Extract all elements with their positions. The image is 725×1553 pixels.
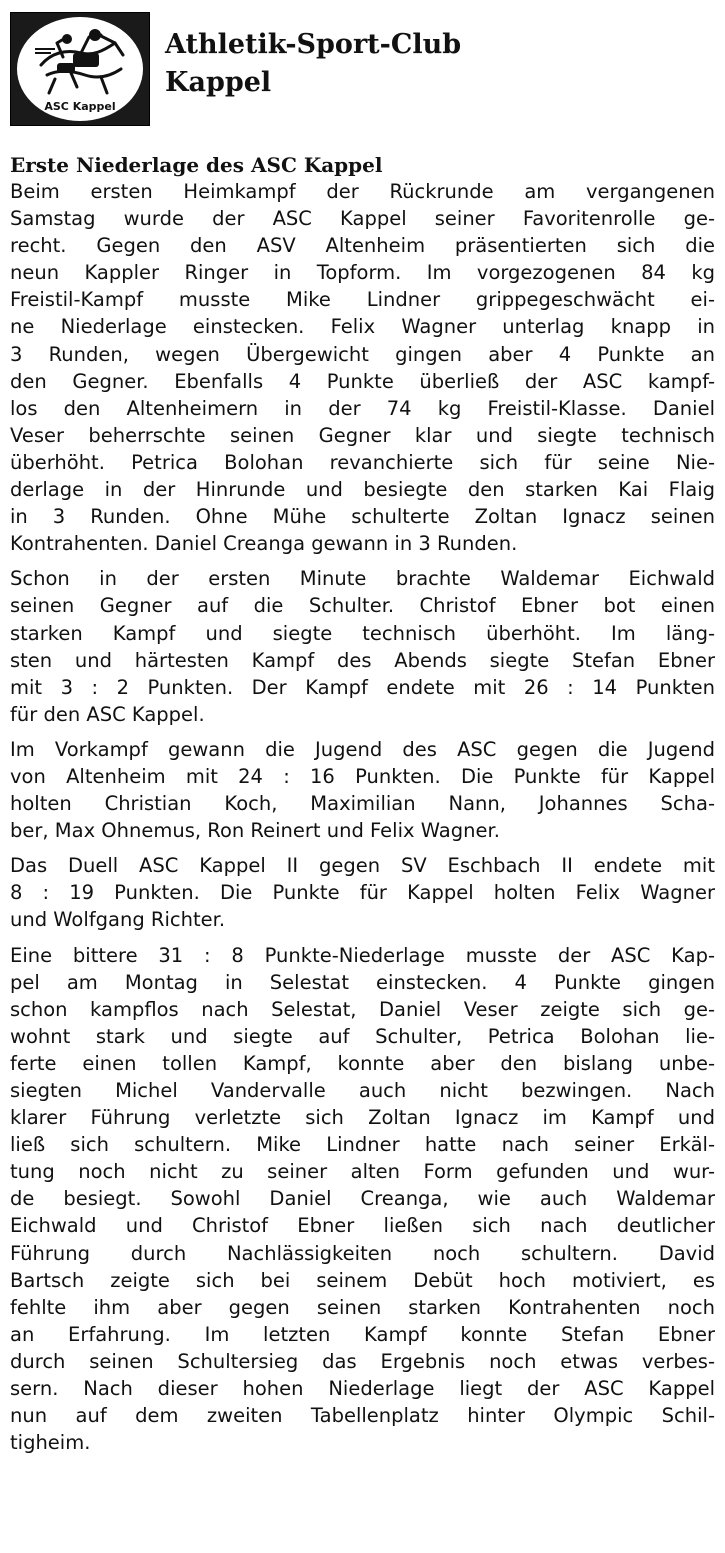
text-line: seinen Gegner auf die Schulter. Christof Ebner bot einen (10, 594, 715, 618)
text-line: in 3 Runden. Ohne Mühe schulterte Zoltan Ignacz seinen (10, 505, 715, 529)
text-line: Veser beherrschte seinen Gegner klar und siegte technisch (10, 423, 715, 447)
text-line: pel am Montag in Selestat einstecken. 4 Punkte gingen (10, 970, 715, 994)
text-line: schon kampflos nach Selestat, Daniel Veser zeigte sich ge- (10, 997, 715, 1021)
text-line: Das Duell ASC Kappel II gegen SV Eschbach II endete mit (10, 854, 715, 878)
text-line: tigheim. (10, 1431, 91, 1455)
text-line: derlage in der Hinrunde und besiegte den starken Kai Flaig (10, 478, 715, 502)
text-line: für den ASC Kappel. (10, 702, 205, 726)
club-name-line-2: Kappel (165, 67, 272, 98)
text-line: Samstag wurde der ASC Kappel seiner Favoritenrolle ge- (10, 207, 715, 231)
text-line: klarer Führung verletzte sich Zoltan Ignacz im Kampf und (10, 1106, 715, 1130)
logo-text: ASC Kappel (44, 100, 116, 113)
text-line: Führung durch Nachlässigkeiten noch schultern. David (10, 1241, 715, 1265)
article-paragraph (10, 942, 715, 1457)
club-header (10, 12, 710, 128)
text-line: Schon in der ersten Minute brachte Waldemar Eichwald (10, 567, 715, 591)
text-line: tung noch nicht zu seiner alten Form gefunden und wur- (10, 1160, 715, 1184)
text-line: Freistil-Kampf musste Mike Lindner grippegeschwächt ei- (10, 288, 715, 312)
wrestlers-logo-icon (11, 13, 149, 125)
text-line: überhöht. Petrica Bolohan revanchierte sich für seine Nie- (10, 450, 715, 474)
text-line: wohnt stark und siegte auf Schulter, Petrica Bolohan lie- (10, 1024, 715, 1048)
text-line: sern. Nach dieser hohen Niederlage liegt der ASC Kappel (10, 1377, 715, 1401)
text-line: den Gegner. Ebenfalls 4 Punkte überließ der ASC kampf- (10, 369, 715, 393)
text-line: los den Altenheimern in der 74 kg Freistil-Klasse. Daniel (10, 396, 715, 420)
text-line: mit 3 : 2 Punkten. Der Kampf endete mit 26 : 14 Punkten (10, 675, 715, 699)
article-headline: Erste Niederlage des ASC Kappel (10, 153, 383, 177)
club-name (165, 26, 461, 102)
text-line: Kontrahenten. Daniel Creanga gewann in 3 Runden. (10, 532, 518, 556)
text-line: 3 Runden, wegen Übergewicht gingen aber 4 Punkte an (10, 342, 715, 366)
article-body (10, 178, 715, 1456)
club-logo (10, 12, 150, 126)
text-line: durch seinen Schultersieg das Ergebnis noch etwas verbes- (10, 1349, 715, 1373)
article-paragraph (10, 736, 715, 844)
text-line: ber, Max Ohnemus, Ron Reinert und Felix Wagner. (10, 819, 500, 843)
text-line: Eine bittere 31 : 8 Punkte-Niederlage musste der ASC Kap- (10, 943, 715, 967)
text-line: Beim ersten Heimkampf der Rückrunde am vergangenen (10, 180, 715, 203)
article-paragraph (10, 565, 715, 728)
text-line: von Altenheim mit 24 : 16 Punkten. Die Punkte für Kappel (10, 764, 715, 788)
text-line: ferte einen tollen Kampf, konnte aber den bislang unbe- (10, 1051, 715, 1075)
text-line: ließ sich schultern. Mike Lindner hatte nach seiner Erkäl- (10, 1133, 715, 1157)
text-line: neun Kappler Ringer in Topform. Im vorgezogenen 84 kg (10, 261, 715, 285)
club-name-line-1: Athletik-Sport-Club (165, 29, 462, 60)
text-line: und Wolfgang Richter. (10, 908, 226, 932)
text-line: Im Vorkampf gewann die Jugend des ASC gegen die Jugend (10, 737, 715, 761)
article (10, 152, 715, 1464)
article-paragraph (10, 852, 715, 933)
text-line: siegten Michel Vandervalle auch nicht bezwingen. Nach (10, 1079, 715, 1102)
text-line: Eichwald und Christof Ebner ließen sich nach deutlicher (10, 1214, 715, 1238)
text-line: Bartsch zeigte sich bei seinem Debüt hoch motiviert, es (10, 1268, 715, 1292)
text-line: holten Christian Koch, Maximilian Nann, Johannes Scha- (10, 792, 715, 816)
text-line: de besiegt. Sowohl Daniel Creanga, wie auch Waldemar (10, 1187, 715, 1211)
text-line: ne Niederlage einstecken. Felix Wagner unterlag knapp in (10, 315, 715, 339)
article-paragraph (10, 178, 715, 557)
text-line: 8 : 19 Punkten. Die Punkte für Kappel holten Felix Wagner (10, 881, 715, 905)
text-line: fehlte ihm aber gegen seinen starken Kontrahenten noch (10, 1295, 715, 1319)
text-line: an Erfahrung. Im letzten Kampf konnte Stefan Ebner (10, 1322, 715, 1346)
text-line: starken Kampf und siegte technisch überhöht. Im läng- (10, 621, 715, 645)
text-line: nun auf dem zweiten Tabellenplatz hinter Olympic Schil- (10, 1404, 715, 1428)
text-line: recht. Gegen den ASV Altenheim präsentierten sich die (10, 234, 715, 258)
text-line: sten und härtesten Kampf des Abends siegte Stefan Ebner (10, 648, 715, 672)
